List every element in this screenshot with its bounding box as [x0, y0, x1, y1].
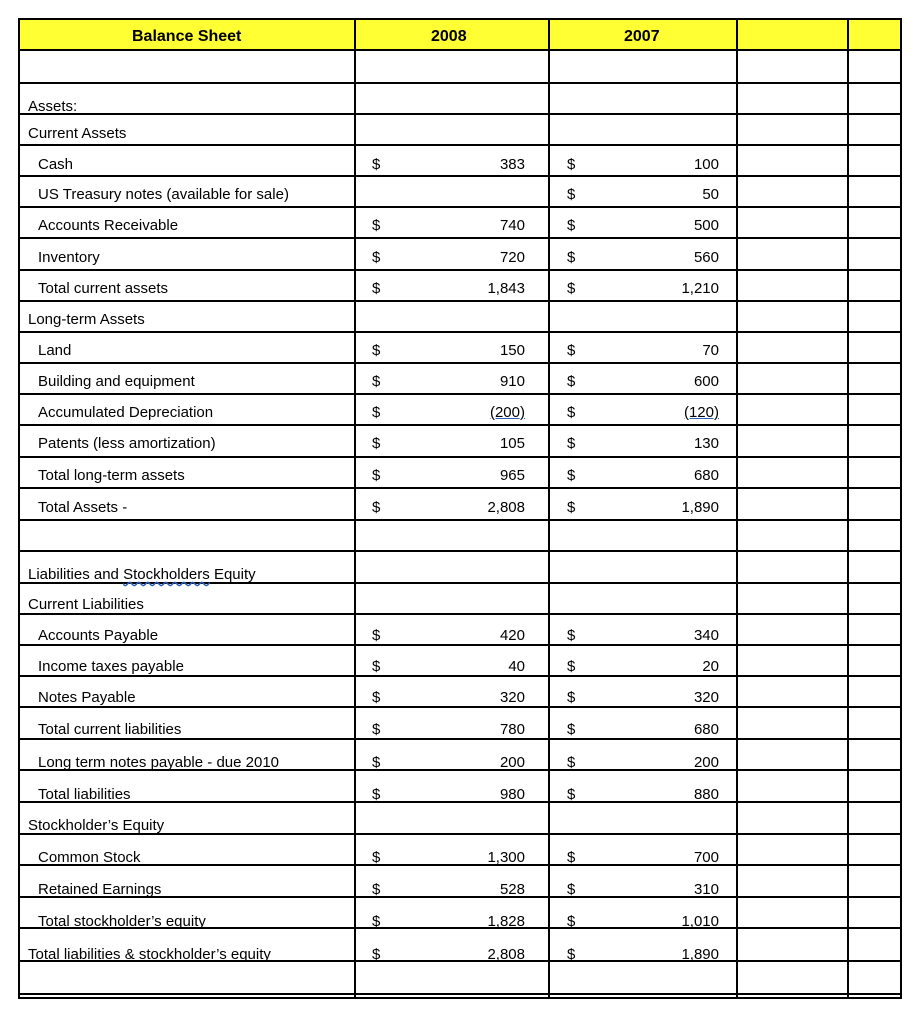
dollar-sign: $: [567, 881, 576, 898]
dollar-sign: $: [567, 435, 576, 452]
value-2007: 680: [693, 467, 719, 484]
dollar-sign: $: [567, 913, 576, 930]
row-label: Accumulated Depreciation: [38, 404, 214, 421]
dollar-sign: $: [567, 786, 576, 803]
dollar-sign: $: [372, 499, 381, 516]
value-2007: 340: [693, 627, 719, 644]
dollar-sign: $: [372, 881, 381, 898]
row-label: Total stockholder’s equity: [38, 913, 206, 930]
section-label-current-assets: Current Assets: [28, 125, 127, 142]
dollar-sign: $: [372, 689, 381, 706]
row-label: Building and equipment: [38, 373, 195, 390]
section-label-equity: Stockholder’s Equity: [28, 817, 165, 834]
value-2008: 740: [499, 217, 525, 234]
value-2008: 965: [499, 467, 525, 484]
row-divider: [20, 331, 900, 333]
dollar-sign: $: [372, 249, 381, 266]
dollar-sign: $: [372, 658, 381, 675]
dollar-sign: $: [372, 217, 381, 234]
row-label: Notes Payable: [38, 689, 136, 706]
row-label: Total current liabilities: [38, 721, 182, 738]
dollar-sign: $: [567, 156, 576, 173]
value-2007: 1,890: [681, 946, 719, 963]
value-2007: 880: [693, 786, 719, 803]
value-2007: (120): [683, 404, 719, 421]
dollar-sign: $: [567, 342, 576, 359]
dollar-sign: $: [567, 249, 576, 266]
dollar-sign: $: [567, 849, 576, 866]
value-2008: 2,808: [487, 946, 525, 963]
dollar-sign: $: [372, 849, 381, 866]
col-header-2007: 2007: [624, 28, 660, 45]
value-2008: 980: [499, 786, 525, 803]
dollar-sign: $: [372, 946, 381, 963]
value-2007: 320: [693, 689, 719, 706]
value-2007: 50: [702, 186, 719, 203]
value-2007: 680: [693, 721, 719, 738]
row-divider: [20, 362, 900, 364]
value-2008: 1,843: [487, 280, 525, 297]
row-divider: [20, 424, 900, 426]
row-divider: [20, 300, 900, 302]
dollar-sign: $: [372, 404, 381, 421]
row-divider: [20, 269, 900, 271]
dollar-sign: $: [372, 913, 381, 930]
dollar-sign: $: [567, 373, 576, 390]
row-label: Retained Earnings: [38, 881, 162, 898]
value-2007: 130: [693, 435, 719, 452]
row-divider: [20, 113, 900, 115]
value-2007: 500: [693, 217, 719, 234]
row-label: Total liabilities: [38, 786, 131, 803]
row-label: Total current assets: [38, 280, 169, 297]
row-divider: [20, 550, 900, 552]
dollar-sign: $: [567, 627, 576, 644]
column-divider: [847, 20, 849, 997]
row-label: Accounts Payable: [38, 627, 159, 644]
value-2007: 700: [693, 849, 719, 866]
column-divider: [548, 20, 550, 997]
column-divider: [354, 20, 356, 997]
dollar-sign: $: [372, 280, 381, 297]
row-divider: [20, 82, 900, 84]
value-2008: 1,300: [487, 849, 525, 866]
dollar-sign: $: [567, 754, 576, 771]
section-label-liabilities-equity: Liabilities and Stockholders Equity: [28, 566, 256, 583]
dollar-sign: $: [567, 217, 576, 234]
value-2008: 2,808: [487, 499, 525, 516]
dollar-sign: $: [372, 627, 381, 644]
dollar-sign: $: [372, 342, 381, 359]
col-header-2008: 2008: [431, 28, 467, 45]
row-label: Cash: [38, 156, 74, 173]
dollar-sign: $: [567, 467, 576, 484]
row-label: Total Assets -: [38, 499, 128, 516]
value-2008: 383: [499, 156, 525, 173]
sheet-title: Balance Sheet: [132, 28, 242, 45]
dollar-sign: $: [567, 186, 576, 203]
dollar-sign: $: [372, 435, 381, 452]
row-divider: [20, 175, 900, 177]
dollar-sign: $: [372, 721, 381, 738]
dollar-sign: $: [567, 721, 576, 738]
value-2008: 105: [499, 435, 525, 452]
row-divider: [20, 613, 900, 615]
dollar-sign: $: [372, 467, 381, 484]
row-divider: [20, 49, 900, 51]
row-divider: [20, 519, 900, 521]
value-2008: 200: [499, 754, 525, 771]
value-2008: 780: [499, 721, 525, 738]
dollar-sign: $: [372, 786, 381, 803]
value-2008: 320: [499, 689, 525, 706]
value-2008: 1,828: [487, 913, 525, 930]
value-2008: 910: [499, 373, 525, 390]
value-2008: 528: [499, 881, 525, 898]
section-label-long-term-assets: Long-term Assets: [28, 311, 145, 328]
row-label: Patents (less amortization): [38, 435, 216, 452]
row-divider: [20, 456, 900, 458]
value-2008: 420: [499, 627, 525, 644]
dollar-sign: $: [372, 373, 381, 390]
row-divider: [20, 487, 900, 489]
row-label: Total liabilities & stockholder’s equity: [28, 946, 271, 963]
value-2007: 20: [702, 658, 719, 675]
value-2007: 1,210: [681, 280, 719, 297]
dollar-sign: $: [567, 658, 576, 675]
dollar-sign: $: [567, 499, 576, 516]
column-divider: [736, 20, 738, 997]
dollar-sign: $: [567, 404, 576, 421]
value-2007: 200: [693, 754, 719, 771]
row-label: Common Stock: [38, 849, 141, 866]
row-label: US Treasury notes (available for sale): [38, 186, 289, 203]
value-2007: 1,010: [681, 913, 719, 930]
value-2008: (200): [489, 404, 525, 421]
row-label: Income taxes payable: [38, 658, 184, 675]
value-2007: 600: [693, 373, 719, 390]
value-2007: 1,890: [681, 499, 719, 516]
row-divider: [20, 993, 900, 995]
dollar-sign: $: [567, 280, 576, 297]
row-label: Land: [38, 342, 72, 359]
value-2008: 150: [499, 342, 525, 359]
row-label: Long term notes payable - due 2010: [38, 754, 280, 771]
value-2007: 560: [693, 249, 719, 266]
row-label: Total long-term assets: [38, 467, 185, 484]
value-2007: 70: [702, 342, 719, 359]
dollar-sign: $: [567, 689, 576, 706]
row-divider: [20, 393, 900, 395]
value-2008: 720: [499, 249, 525, 266]
row-divider: [20, 237, 900, 239]
row-label: Inventory: [38, 249, 100, 266]
section-label-assets: Assets:: [28, 98, 78, 115]
row-label: Accounts Receivable: [38, 217, 179, 234]
balance-sheet-table: [18, 18, 902, 999]
row-divider: [20, 144, 900, 146]
value-2007: 100: [693, 156, 719, 173]
dollar-sign: $: [567, 946, 576, 963]
value-2008: 40: [508, 658, 525, 675]
row-divider: [20, 206, 900, 208]
dollar-sign: $: [372, 156, 381, 173]
dollar-sign: $: [372, 754, 381, 771]
section-label-current-liabilities: Current Liabilities: [28, 596, 144, 613]
value-2007: 310: [693, 881, 719, 898]
